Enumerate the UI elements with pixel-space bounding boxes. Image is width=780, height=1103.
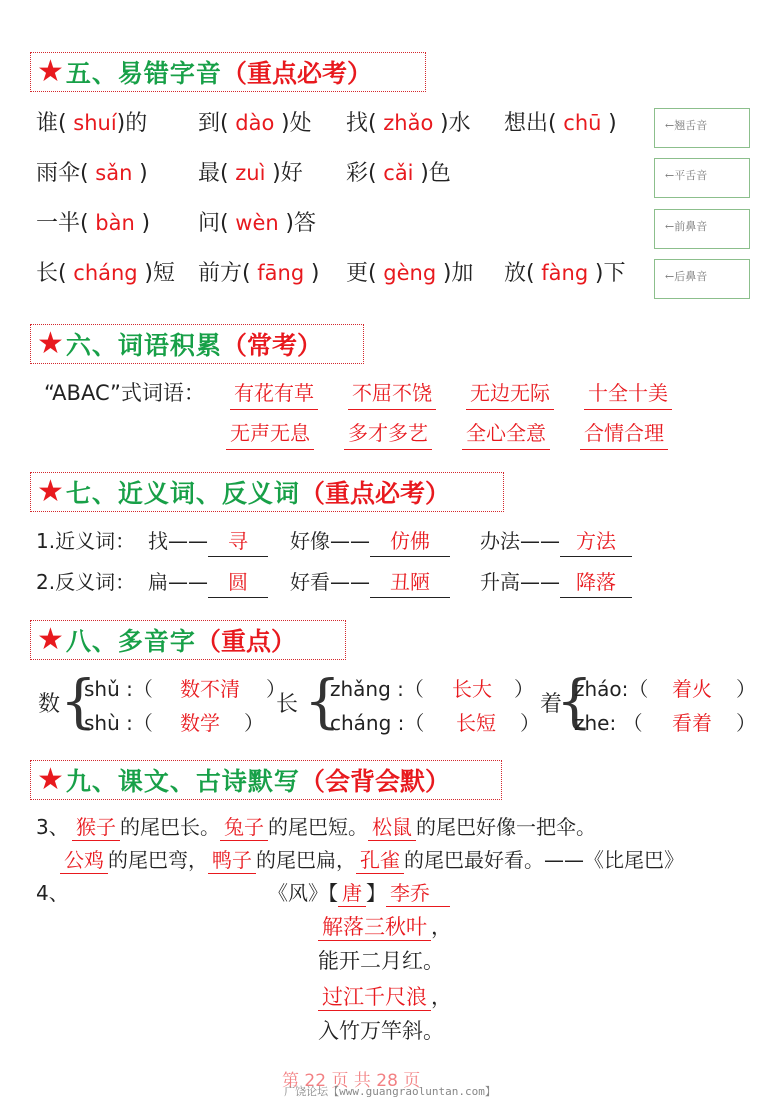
q3-number: 3、 (36, 815, 69, 839)
pinyin-item (36, 258, 175, 289)
pinyin-word-suffix: )下 (594, 261, 626, 286)
section7-heading: 七、近义词、反义词 (65, 479, 300, 508)
brace-icon: { (556, 667, 593, 735)
footer-watermark: 广饶论坛【www.guangraoluntan.com】 (284, 1085, 496, 1098)
reading-2-word: 长短 (456, 711, 496, 735)
fill-answer: 鸭子 (208, 848, 256, 874)
reading-1: zhǎng :（ (330, 677, 424, 701)
section6-tag: 常考 (246, 331, 297, 360)
pinyin-answer: zuì (228, 161, 273, 185)
side-label-box: ←前鼻音 (654, 209, 750, 249)
text-segment: 的尾巴扁， (256, 848, 356, 872)
pinyin-answer: sǎn (88, 161, 140, 185)
pinyin-word-prefix: 谁( (36, 111, 67, 136)
polyphone-char: 着 (540, 692, 563, 717)
word-pair (480, 526, 632, 557)
pair-answer: 丑陋 (370, 567, 450, 598)
word-pair (148, 567, 268, 598)
abac-word: 不屈不饶 (348, 378, 436, 410)
pinyin-word-prefix: 更( (346, 261, 377, 286)
pinyin-item (198, 258, 319, 289)
pair-answer: 仿佛 (370, 526, 450, 557)
abac-label: “ABAC”式词语： (44, 381, 205, 405)
pinyin-answer: bàn (88, 211, 142, 235)
brace-icon: { (60, 667, 97, 735)
star-icon: ★ (37, 54, 64, 89)
poem-author: 李乔 (386, 881, 450, 907)
section5-title: ★ 五、易错字音 （ 重点必考 ） (30, 52, 426, 92)
abac-word: 无声无息 (226, 418, 314, 450)
reading-1-word: 长大 (452, 677, 492, 701)
q3-line1 (72, 812, 596, 842)
pinyin-word-prefix: 放( (504, 261, 535, 286)
pinyin-item (36, 158, 148, 189)
fill-answer: 猴子 (72, 815, 120, 841)
side-label-box: ←平舌音 (654, 158, 750, 198)
pinyin-answer: wèn (228, 211, 286, 235)
poem-line (318, 1016, 444, 1046)
text-segment: 的尾巴好像一把伞。 (416, 815, 596, 839)
poem-title: 《风》【 (268, 881, 338, 905)
pair-word: 办法—— (480, 529, 560, 553)
star-icon: ★ (37, 762, 64, 797)
poem-answer: 解落三秋叶 (318, 915, 431, 941)
antonym-label: 2.反义词： (36, 570, 136, 594)
poem-text: 能开二月红。 (318, 949, 444, 973)
poem-bracket: 】 (366, 881, 386, 905)
poem-line (318, 912, 452, 942)
pinyin-word-prefix: 雨伞( (36, 161, 89, 186)
section7-title: ★ 七、近义词、反义词 （ 重点必考 ） (30, 472, 504, 512)
reading-2-close: ） (244, 711, 264, 735)
reading-1-close: ） (514, 677, 534, 701)
pair-word: 好像—— (290, 529, 370, 553)
fill-answer: 孔雀 (356, 848, 404, 874)
pinyin-answer: fàng (534, 261, 595, 285)
text-segment: 的尾巴最好看。——《比尾巴》 (404, 848, 684, 872)
pinyin-item (36, 208, 150, 239)
pinyin-answer: dào (228, 111, 281, 135)
pinyin-word-suffix: )水 (440, 111, 471, 136)
pinyin-word-prefix: 找( (346, 111, 377, 136)
section8-heading: 八、多音字 (65, 627, 196, 656)
abac-word: 无边无际 (466, 378, 554, 410)
reading-2-word: 数学 (180, 711, 220, 735)
pinyin-word-prefix: 想出( (504, 111, 557, 136)
section5-heading: 五、易错字音 (65, 59, 222, 88)
fill-answer: 公鸡 (60, 848, 108, 874)
pinyin-item (198, 158, 303, 189)
section9-tag: 会背会默 (324, 767, 425, 796)
pinyin-item (346, 258, 473, 289)
pinyin-item (346, 158, 451, 189)
poem-line (318, 946, 444, 976)
pinyin-word-prefix: 长( (36, 261, 67, 286)
pinyin-answer: chū (556, 111, 609, 135)
word-pair (148, 526, 268, 557)
section7-tag: 重点必考 (324, 479, 425, 508)
pair-answer: 方法 (560, 526, 632, 557)
section6-title: ★ 六、词语积累 （ 常考 ） (30, 324, 364, 364)
poem-line (318, 982, 452, 1012)
pinyin-word-suffix: )色 (420, 161, 451, 186)
star-icon: ★ (37, 326, 64, 361)
pinyin-word-suffix: )好 (272, 161, 303, 186)
reading-2: zhe: （ (574, 711, 643, 735)
pinyin-word-suffix: ) (139, 161, 148, 186)
section9-title: ★ 九、课文、古诗默写 （ 会背会默 ） (30, 760, 502, 800)
pinyin-word-suffix: ) (608, 111, 617, 136)
pinyin-word-prefix: 最( (198, 161, 229, 186)
pair-word: 扁—— (148, 570, 208, 594)
abac-word: 多才多艺 (344, 418, 432, 450)
pinyin-word-suffix: )答 (285, 211, 316, 236)
word-pair (290, 526, 450, 557)
pair-answer: 圆 (208, 567, 268, 598)
pair-word: 找—— (148, 529, 208, 553)
section9-heading: 九、课文、古诗默写 (65, 767, 300, 796)
pinyin-word-prefix: 到( (198, 111, 229, 136)
reading-2-word: 看着 (672, 711, 712, 735)
reading-1-word: 着火 (672, 677, 712, 701)
reading-2-close: ） (520, 711, 540, 735)
abac-word: 全心全意 (462, 418, 550, 450)
reading-2: cháng :（ (330, 711, 425, 735)
side-label-box: ←后鼻音 (654, 259, 750, 299)
reading-2: shù :（ (84, 711, 153, 735)
polyphone-char: 长 (276, 692, 299, 717)
pinyin-word-suffix: )的 (116, 111, 148, 136)
poem-text: 入竹万竿斜。 (318, 1019, 444, 1043)
pinyin-answer: fāng (250, 261, 311, 285)
pinyin-word-suffix: ) (310, 261, 320, 286)
synonym-label: 1.近义词： (36, 529, 136, 553)
poem-heading (268, 878, 450, 908)
poem-dynasty: 唐 (338, 881, 366, 907)
pinyin-word-suffix: )短 (144, 261, 175, 286)
pinyin-item (346, 108, 471, 139)
pinyin-word-prefix: 一半( (36, 211, 89, 236)
pair-word: 好看—— (290, 570, 370, 594)
reading-2-close: ） (736, 711, 756, 735)
pair-word: 升高—— (480, 570, 560, 594)
brace-icon: { (304, 667, 341, 735)
star-icon: ★ (37, 622, 64, 657)
reading-1: zháo:（ (574, 677, 649, 701)
polyphone-char: 数 (38, 692, 61, 717)
side-label-box: ←翘舌音 (654, 108, 750, 148)
poem-punct: ， (431, 915, 452, 939)
pinyin-answer: shuí (66, 111, 117, 135)
pinyin-word-prefix: 前方( (198, 261, 251, 286)
page-number: 第 22 页 共 28 页 (282, 1071, 421, 1091)
pinyin-item (504, 108, 617, 139)
abac-word: 合情合理 (580, 418, 668, 450)
pinyin-answer: zhǎo (376, 111, 440, 135)
pinyin-word-suffix: )加 (442, 261, 474, 286)
section8-title: ★ 八、多音字 （ 重点 ） (30, 620, 346, 660)
word-pair (480, 567, 632, 598)
reading-1-close: ） (266, 677, 286, 701)
pinyin-answer: gèng (376, 261, 443, 285)
section8-tag: 重点 (220, 627, 271, 656)
poem-answer: 过江千尺浪 (318, 985, 431, 1011)
reading-1: shǔ :（ (84, 677, 153, 701)
text-segment: 的尾巴短。 (268, 815, 368, 839)
abac-word: 有花有草 (230, 378, 318, 410)
section6-heading: 六、词语积累 (65, 331, 222, 360)
pinyin-item (198, 108, 312, 139)
text-segment: 的尾巴长。 (120, 815, 220, 839)
star-icon: ★ (37, 474, 64, 509)
q3-line2 (60, 845, 684, 875)
word-pair (290, 567, 450, 598)
pinyin-answer: cǎi (376, 161, 421, 185)
section5-tag: 重点必考 (246, 59, 347, 88)
pinyin-word-suffix: )处 (281, 111, 312, 136)
pinyin-item (36, 108, 147, 139)
pinyin-word-prefix: 彩( (346, 161, 377, 186)
pinyin-word-suffix: ) (141, 211, 151, 236)
q4-number: 4、 (36, 881, 69, 905)
reading-1-close: ） (736, 677, 756, 701)
fill-answer: 兔子 (220, 815, 268, 841)
pinyin-answer: cháng (66, 261, 145, 285)
fill-answer: 松鼠 (368, 815, 416, 841)
pinyin-item (504, 258, 625, 289)
pair-answer: 寻 (208, 526, 268, 557)
pinyin-word-prefix: 问( (198, 211, 229, 236)
pair-answer: 降落 (560, 567, 632, 598)
pinyin-item (198, 208, 316, 239)
poem-punct: ， (431, 985, 452, 1009)
abac-word: 十全十美 (584, 378, 672, 410)
reading-1-word: 数不清 (180, 677, 240, 701)
text-segment: 的尾巴弯， (108, 848, 208, 872)
